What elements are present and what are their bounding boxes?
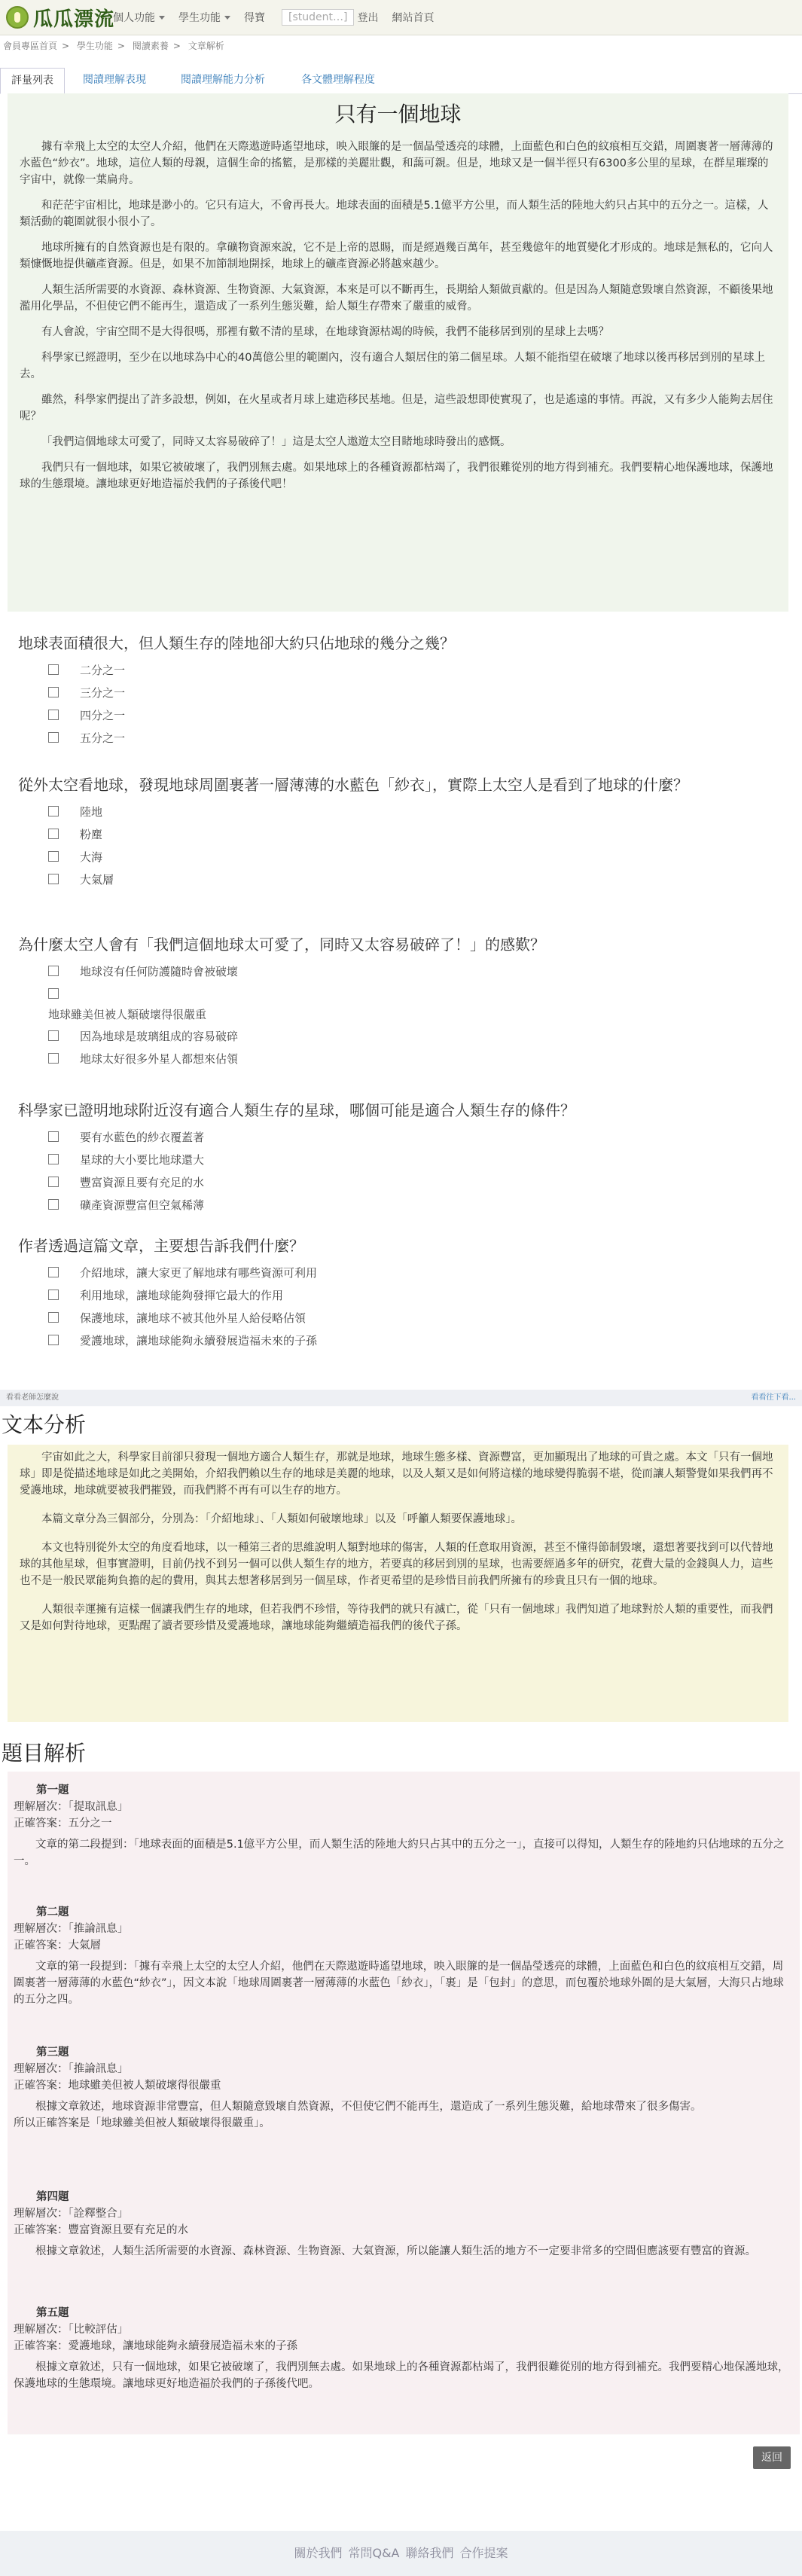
option-row[interactable] bbox=[18, 1329, 779, 1351]
question-4 bbox=[18, 1100, 779, 1216]
option-row[interactable] bbox=[18, 868, 779, 890]
article-paragraph: 人類生活所需要的水資源、森林資源、生物資源、大氣資源，本來是可以不斷再生，長期給人類做貢獻的。但是因為人類隨意毀壞自然資源，不顧後果地濫用化學品，不但使它們不能再生，還造成了一系列生態災難，給人類生存帶來了嚴重的威脅。 bbox=[20, 284, 773, 313]
option-label: 礦產資源豐富但空氣稀薄 bbox=[80, 1198, 205, 1212]
parse-explain: 根據文章敘述，只有一個地球，如果它被破壞了，我們別無去處。如果地球上的各種資源都枯竭了，我們很難從別的地方得到補充。我們要精心地保護地球，保護地球的生態環境。讓地球更好地造福於我們的子孫後代吧。 bbox=[14, 2361, 789, 2390]
option-row[interactable] bbox=[18, 658, 779, 681]
checkbox[interactable] bbox=[48, 687, 59, 697]
option-row[interactable] bbox=[18, 1306, 779, 1329]
parse-answer: 正確答案：大氣層 bbox=[14, 1940, 101, 1952]
logout-link[interactable]: 登出 bbox=[357, 12, 379, 24]
option-label: 要有水藍色的紗衣覆蓋著 bbox=[80, 1130, 205, 1144]
option-row[interactable] bbox=[18, 726, 779, 749]
checkbox[interactable] bbox=[48, 874, 59, 884]
footer-partner-link[interactable]: 合作提案 bbox=[459, 2546, 508, 2560]
parse-item bbox=[14, 2044, 789, 2132]
breadcrumb: 會員專區首頁 > 學生功能 > 閱讀素養 > 文章解析 bbox=[3, 41, 224, 51]
nav-personal-label: 個人功能 bbox=[113, 12, 155, 24]
option-label: 二分之一 bbox=[80, 663, 126, 677]
option-label: 大氣層 bbox=[80, 872, 114, 887]
option-label: 四分之一 bbox=[80, 708, 126, 722]
checkbox[interactable] bbox=[48, 966, 59, 976]
option-label: 地球太好很多外星人都想來佔領 bbox=[80, 1051, 239, 1066]
parse-item bbox=[14, 1782, 789, 1869]
parse-answer: 正確答案：五分之一 bbox=[14, 1818, 112, 1830]
nav-student[interactable] bbox=[178, 10, 230, 25]
checkbox[interactable] bbox=[48, 1053, 59, 1064]
parse-item bbox=[14, 2305, 789, 2392]
option-row[interactable] bbox=[18, 1193, 779, 1216]
breadcrumb-item: 文章解析 bbox=[188, 41, 224, 51]
checkbox[interactable] bbox=[48, 1154, 59, 1164]
nav-student-label: 學生功能 bbox=[178, 12, 221, 24]
analysis-title: 文本分析 bbox=[2, 1412, 87, 1437]
option-label: 愛護地球，讓地球能夠永續發展造福未來的子孫 bbox=[80, 1333, 318, 1348]
article-panel bbox=[8, 93, 788, 612]
option-row[interactable] bbox=[18, 704, 779, 726]
option-label: 保護地球，讓地球不被其他外星人給侵略佔領 bbox=[80, 1311, 306, 1325]
checkbox[interactable] bbox=[48, 988, 59, 999]
parse-answer: 正確答案：愛護地球，讓地球能夠永續發展造福未來的子孫 bbox=[14, 2340, 297, 2352]
breadcrumb-item[interactable]: 會員專區首頁 bbox=[3, 41, 58, 51]
parse-level: 理解層次：「推論訊息」 bbox=[14, 1923, 129, 1935]
checkbox[interactable] bbox=[48, 1199, 59, 1210]
parse-explain: 根據文章敘述，地球資源非常豐富，但人類隨意毀壞自然資源，不但使它們不能再生，還造成了一系列生態災難，給地球帶來了很多傷害。 bbox=[35, 2101, 702, 2113]
question-stem: 作者透過這篇文章，主要想告訴我們什麼？ bbox=[18, 1237, 304, 1255]
article-body bbox=[20, 139, 776, 502]
tab-bar bbox=[0, 65, 802, 94]
tab-assessment-list[interactable]: 評量列表 bbox=[0, 68, 65, 94]
option-row[interactable] bbox=[18, 823, 779, 845]
checkbox[interactable] bbox=[48, 1030, 59, 1041]
parse-level: 理解層次：「提取訊息」 bbox=[14, 1801, 129, 1813]
article-paragraph: 地球所擁有的自然資源也是有限的。拿礦物資源來說，它不是上帝的恩賜，而是經過幾百萬年，甚至幾億年的地質變化才形成的。地球是無私的，它向人類慷慨地提供礦產資源。但是，如果不加節制地開採，地球上的礦產資源必將越來越少。 bbox=[20, 242, 773, 270]
teacher-comment-link[interactable]: 看看老師怎麼說 bbox=[6, 1393, 59, 1402]
checkbox[interactable] bbox=[48, 1267, 59, 1277]
option-row[interactable] bbox=[18, 800, 779, 823]
question-5 bbox=[18, 1235, 779, 1351]
parse-number: 第三題 bbox=[36, 2046, 69, 2059]
option-label: 五分之一 bbox=[80, 731, 126, 745]
option-label: 地球沒有任何防護隨時會被破壞 bbox=[80, 964, 239, 978]
parse-item bbox=[14, 2189, 789, 2260]
question-1 bbox=[18, 633, 779, 749]
parse-number: 第四題 bbox=[36, 2191, 69, 2203]
question-stem: 地球表面積很大，但人類生存的陸地卻大約只佔地球的幾分之幾？ bbox=[18, 634, 455, 652]
parse-extra: 所以正確答案是「地球雖美但被人類破壞得很嚴重」。 bbox=[14, 2117, 270, 2129]
main-nav bbox=[113, 0, 447, 35]
option-label: 大海 bbox=[80, 850, 103, 864]
checkbox[interactable] bbox=[48, 710, 59, 720]
article-paragraph: 雖然，科學家們提出了許多設想，例如，在火星或者月球上建造移民基地。但是，這些設想即使實現了，也是遙遠的事情。再說，又有多少人能夠去居住呢？ bbox=[20, 394, 773, 423]
question-stem: 從外太空看地球，發現地球周圍裹著一層薄薄的水藍色「紗衣」，實際上太空人是看到了地球的什麼？ bbox=[18, 776, 688, 794]
option-label: 利用地球，讓地球能夠發揮它最大的作用 bbox=[80, 1288, 284, 1302]
nav-user bbox=[279, 9, 378, 26]
question-3 bbox=[18, 934, 779, 1070]
option-label: 粉塵 bbox=[80, 827, 103, 841]
parse-number: 第五題 bbox=[36, 2307, 69, 2319]
option-row[interactable] bbox=[18, 1125, 779, 1148]
home-link[interactable]: 網站首頁 bbox=[392, 12, 435, 24]
top-navbar bbox=[0, 0, 802, 35]
parse-number: 第二題 bbox=[36, 1906, 69, 1918]
option-row[interactable] bbox=[18, 982, 779, 1024]
footer bbox=[0, 2531, 802, 2576]
tab-reading-performance[interactable]: 閱讀理解表現 bbox=[83, 74, 146, 86]
question-2 bbox=[18, 774, 779, 890]
site-logo[interactable] bbox=[6, 5, 114, 30]
checkbox[interactable] bbox=[48, 1312, 59, 1323]
checkbox[interactable] bbox=[48, 1290, 59, 1300]
option-label: 因為地球是玻璃組成的容易破碎 bbox=[80, 1029, 239, 1043]
logo-badge-icon bbox=[6, 6, 29, 29]
nav-personal[interactable] bbox=[113, 10, 165, 25]
option-row[interactable] bbox=[18, 845, 779, 868]
chevron-down-icon bbox=[224, 16, 230, 20]
option-row[interactable] bbox=[18, 960, 779, 982]
scroll-down-link[interactable]: 看看往下看... bbox=[751, 1393, 796, 1402]
checkbox[interactable] bbox=[48, 1131, 59, 1142]
chevron-down-icon bbox=[159, 16, 165, 20]
analysis-paragraph: 宇宙如此之大，科學家目前卻只發現一個地方適合人類生存，那就是地球，地球生態多樣、資源豐富，更加顯現出了地球的可貴之處。本文「只有一個地球」即是從描述地球是如此之美開始，介紹我們賴以生存的地球是美麗的地球，以及人類又是如何將這樣的地球變得脆弱不堪，從而讓人類警覺如果我們再不愛護地球，地球就要被我們摧毀，而我們將不再有可以生存的地方。 bbox=[20, 1451, 773, 1497]
breadcrumb-item[interactable]: 閱讀素養 bbox=[132, 41, 169, 51]
nav-treasure[interactable] bbox=[244, 10, 265, 25]
user-name-field: [student…] bbox=[282, 9, 354, 26]
parse-answer: 正確答案：地球雖美但被人類破壞得很嚴重 bbox=[14, 2080, 221, 2092]
parse-explain: 根據文章敘述，人類生活所需要的水資源、森林資源、生物資源、大氣資源，所以能讓人類生活的地方不一定要非常多的空間但應該要有豐富的資源。 bbox=[35, 2245, 756, 2257]
article-paragraph: 「我們這個地球太可愛了，同時又太容易破碎了！」這是太空人遨遊太空目睹地球時發出的感慨。 bbox=[41, 436, 511, 448]
parse-level: 理解層次：「推論訊息」 bbox=[14, 2063, 129, 2075]
checkbox[interactable] bbox=[48, 806, 59, 816]
article-paragraph: 科學家已經證明，至少在以地球為中心的40萬億公里的範圍內，沒有適合人類居住的第二個星球。人類不能指望在破壞了地球以後再移居到別的星球上去。 bbox=[20, 352, 765, 380]
option-label: 介紹地球，讓大家更了解地球有哪些資源可利用 bbox=[80, 1265, 318, 1280]
option-label: 星球的大小要比地球還大 bbox=[80, 1152, 205, 1167]
parse-number: 第一題 bbox=[36, 1784, 69, 1796]
parse-level: 理解層次：「詮釋整合」 bbox=[14, 2208, 129, 2220]
back-button[interactable]: 返回 bbox=[753, 2446, 791, 2469]
article-paragraph: 我們只有一個地球，如果它被破壞了，我們別無去處。如果地球上的各種資源都枯竭了，我們很難從別的地方得到補充。我們要精心地保護地球，保護地球的生態環境。讓地球更好地造福於我們的子孫後代吧！ bbox=[20, 462, 773, 490]
question-stem: 為什麼太空人會有「我們這個地球太可愛了，同時又太容易破碎了！」的感歎？ bbox=[18, 935, 545, 954]
teacher-comment-bar bbox=[0, 1390, 802, 1406]
footer-faq-link[interactable]: 常問Q&A bbox=[348, 2546, 400, 2560]
option-row[interactable] bbox=[18, 1170, 779, 1193]
analysis-paragraph: 本文也特別從外太空的角度看地球，以一種第三者的思維說明人類對地球的傷害，人類的任意取用資源，甚至不懂得節制毀壞，還想著要找到可以代替地球的其他星球，但事實證明，目前仍找不到另一個可以供人類生存的地方，若要真的移居到別的星球，也需要經過多年的研究，花費大量的金錢與人力，這些也不是一般民眾能夠負擔的起的費用，與其去想著移居到另一個星球，作者更希望的是珍惜目前我們所擁有的珍貴且只有一個的地球。 bbox=[20, 1542, 773, 1587]
checkbox[interactable] bbox=[48, 664, 59, 675]
option-label: 地球雖美但被人類破壞得很嚴重 bbox=[48, 1008, 207, 1021]
checkbox[interactable] bbox=[48, 829, 59, 839]
checkbox[interactable] bbox=[48, 732, 59, 743]
parse-explain: 文章的第一段提到：「據有幸飛上太空的太空人介紹，他們在天際遨遊時遙望地球，映入眼簾的是一個晶瑩透亮的球體，上面藍色和白色的紋痕相互交錯，周圍裹著一層薄薄的水藍色“紗衣”」，因文本說「地球周圍裹著一層薄薄的水藍色「紗衣」，「裹」是「包封」的意思，而包覆於地球外圍的是大氣層，大海只占地球的五分之四。 bbox=[14, 1961, 784, 2006]
analysis-paragraph: 人類很幸運擁有這樣一個讓我們生存的地球，但若我們不珍惜，等待我們的就只有滅亡，從「只有一個地球」我們知道了地球對於人類的重要性，而我們又是如何對待地球，更點醒了讀者要珍惜及愛護地球，讓地球能夠繼續造福我們的後代子孫。 bbox=[20, 1604, 773, 1632]
footer-contact-link[interactable]: 聯絡我們 bbox=[405, 2546, 454, 2560]
parse-panel bbox=[8, 1772, 800, 2434]
option-row[interactable] bbox=[18, 1283, 779, 1306]
tab-ability-analysis[interactable]: 閱讀理解能力分析 bbox=[181, 74, 265, 86]
option-row[interactable] bbox=[18, 1047, 779, 1070]
parse-answer: 正確答案：豐富資源且要有充足的水 bbox=[14, 2224, 188, 2236]
parse-item bbox=[14, 1904, 789, 2008]
nav-treasure-label: 得寶 bbox=[244, 12, 265, 24]
breadcrumb-item[interactable]: 學生功能 bbox=[76, 41, 113, 51]
option-row[interactable] bbox=[18, 1261, 779, 1283]
article-title: 只有一個地球 bbox=[334, 102, 462, 127]
footer-about-link[interactable]: 關於我們 bbox=[294, 2546, 343, 2560]
tab-genre-understanding[interactable]: 各文體理解程度 bbox=[301, 74, 375, 86]
option-label: 三分之一 bbox=[80, 685, 126, 700]
article-paragraph: 和茫茫宇宙相比，地球是渺小的。它只有這大，不會再長大。地球表面的面積是5.1億平方公里，而人類生活的陸地大約只占其中的五分之一。這樣，人類活動的範圍就很小很小了。 bbox=[20, 200, 769, 228]
analysis-paragraph: 本篇文章分為三個部分，分別為：「介紹地球」、「人類如何破壞地球」以及「呼籲人類要保護地球」。 bbox=[41, 1513, 522, 1525]
option-row[interactable] bbox=[18, 1024, 779, 1047]
option-row[interactable] bbox=[18, 1148, 779, 1170]
checkbox[interactable] bbox=[48, 1177, 59, 1187]
option-label: 陸地 bbox=[80, 804, 103, 819]
checkbox[interactable] bbox=[48, 1335, 59, 1345]
checkbox[interactable] bbox=[48, 851, 59, 862]
question-stem: 科學家已證明地球附近沒有適合人類生存的星球，哪個可能是適合人類生存的條件？ bbox=[18, 1101, 575, 1119]
parse-explain: 文章的第二段提到：「地球表面的面積是5.1億平方公里，而人類生活的陸地大約只占其中的五分之一」，直接可以得知，人類生存的陸地約只佔地球的五分之一。 bbox=[14, 1839, 785, 1867]
analysis-panel bbox=[8, 1445, 788, 1722]
logo-text: 瓜瓜漂流 bbox=[33, 8, 115, 31]
option-label: 豐富資源且要有充足的水 bbox=[80, 1175, 205, 1189]
option-row[interactable] bbox=[18, 681, 779, 704]
article-paragraph: 據有幸飛上太空的太空人介紹，他們在天際遨遊時遙望地球，映入眼簾的是一個晶瑩透亮的球體，上面藍色和白色的紋痕相互交錯，周圍裹著一層薄薄的水藍色“紗衣”。地球，這位人類的母親，這個生命的搖籃，是那樣的美麗壯觀，和藹可親。但是，地球又是一個半徑只有6300多公里的星球，在群星璀璨的宇宙中，就像一葉扁舟。 bbox=[20, 141, 773, 186]
parse-title: 題目解析 bbox=[2, 1741, 87, 1766]
article-paragraph: 有人會說，宇宙空間不是大得很嗎，那裡有數不清的星球，在地球資源枯竭的時候，我們不能移居到別的星球上去嗎？ bbox=[41, 326, 609, 338]
parse-level: 理解層次：「比較評估」 bbox=[14, 2324, 129, 2336]
